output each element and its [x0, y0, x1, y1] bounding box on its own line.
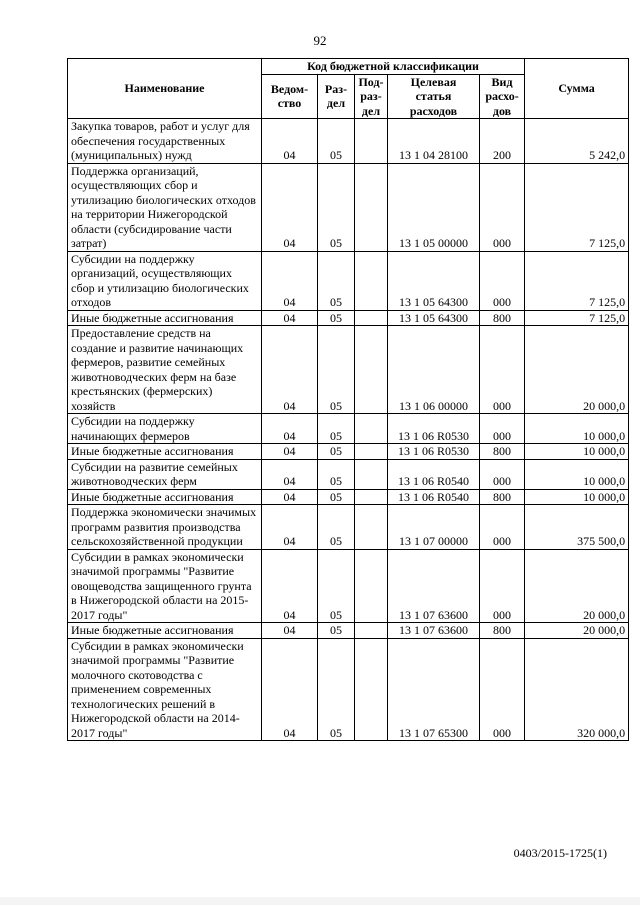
- row-razdel: 05: [318, 549, 355, 623]
- row-summa: 5 242,0: [525, 119, 629, 164]
- row-razdel: 05: [318, 163, 355, 251]
- row-vedom: 04: [262, 623, 318, 639]
- row-vid: 000: [480, 549, 525, 623]
- row-celevaya: 13 1 06 R0540: [388, 459, 480, 489]
- row-celevaya: 13 1 06 00000: [388, 326, 480, 414]
- header-name: Наименование: [68, 59, 262, 119]
- row-vedom: 04: [262, 549, 318, 623]
- header-celevaya: [388, 74, 480, 119]
- row-razdel: 05: [318, 459, 355, 489]
- row-vedom: 04: [262, 310, 318, 326]
- row-podrazdel: [355, 414, 388, 444]
- row-celevaya: 13 1 06 R0530: [388, 444, 480, 460]
- row-summa: 7 125,0: [525, 310, 629, 326]
- row-vedom: 04: [262, 163, 318, 251]
- row-name: Субсидии в рамках экономически значимой программы "Развитие овощеводства защищенного грунта в Нижегородской области на 2015-2017 годы": [68, 549, 262, 623]
- row-razdel: 05: [318, 414, 355, 444]
- row-summa: 10 000,0: [525, 489, 629, 505]
- row-celevaya: 13 1 06 R0530: [388, 414, 480, 444]
- row-summa: 20 000,0: [525, 549, 629, 623]
- row-vedom: 04: [262, 251, 318, 310]
- row-name: Закупка товаров, работ и услуг для обеспечения государственных (муниципальных) нужд: [68, 119, 262, 164]
- table-row: [68, 163, 629, 251]
- row-vid: 200: [480, 119, 525, 164]
- header-vedom-text: Ведом- ство: [270, 81, 309, 111]
- row-podrazdel: [355, 489, 388, 505]
- row-vedom: 04: [262, 414, 318, 444]
- row-vid: 000: [480, 163, 525, 251]
- row-celevaya: 13 1 07 63600: [388, 623, 480, 639]
- row-podrazdel: [355, 119, 388, 164]
- row-celevaya: 13 1 05 64300: [388, 310, 480, 326]
- table-row: [68, 326, 629, 414]
- row-celevaya: 13 1 04 28100: [388, 119, 480, 164]
- row-razdel: 05: [318, 489, 355, 505]
- row-name: Субсидии в рамках экономически значимой программы "Развитие молочного скотоводства с применением современных технологических решений в Нижегородской области на 2014-2017 годы": [68, 638, 262, 741]
- row-name: Иные бюджетные ассигнования: [68, 444, 262, 460]
- row-summa: 20 000,0: [525, 326, 629, 414]
- row-celevaya: 13 1 06 R0540: [388, 489, 480, 505]
- row-vedom: 04: [262, 489, 318, 505]
- row-name: Иные бюджетные ассигнования: [68, 310, 262, 326]
- header-vid: [480, 74, 525, 119]
- header-vedom: [262, 74, 318, 119]
- row-summa: 7 125,0: [525, 251, 629, 310]
- row-name: Иные бюджетные ассигнования: [68, 489, 262, 505]
- row-razdel: 05: [318, 119, 355, 164]
- budget-table: [67, 58, 629, 741]
- row-podrazdel: [355, 444, 388, 460]
- row-razdel: 05: [318, 444, 355, 460]
- row-razdel: 05: [318, 310, 355, 326]
- row-summa: 20 000,0: [525, 623, 629, 639]
- table-row: [68, 505, 629, 550]
- table-row: [68, 444, 629, 460]
- table-row: [68, 414, 629, 444]
- row-vid: 800: [480, 444, 525, 460]
- row-vid: 000: [480, 414, 525, 444]
- row-vid: 000: [480, 251, 525, 310]
- row-name: Субсидии на поддержку организаций, осуществляющих сбор и утилизацию биологических отходов: [68, 251, 262, 310]
- table-row: [68, 623, 629, 639]
- row-name: Субсидии на поддержку начинающих фермеров: [68, 414, 262, 444]
- row-summa: 375 500,0: [525, 505, 629, 550]
- header-razdel: [318, 74, 355, 119]
- row-podrazdel: [355, 505, 388, 550]
- header-code-group: Код бюджетной классификации: [262, 59, 525, 75]
- row-name: Поддержка экономически значимых программ развития производства сельскохозяйственной продукции: [68, 505, 262, 550]
- row-celevaya: 13 1 07 65300: [388, 638, 480, 741]
- row-razdel: 05: [318, 505, 355, 550]
- row-vedom: 04: [262, 459, 318, 489]
- header-summa: Сумма: [525, 59, 629, 119]
- row-summa: 10 000,0: [525, 444, 629, 460]
- header-podrazdel: [355, 74, 388, 119]
- row-vid: 000: [480, 638, 525, 741]
- row-podrazdel: [355, 638, 388, 741]
- row-podrazdel: [355, 251, 388, 310]
- row-podrazdel: [355, 326, 388, 414]
- row-razdel: 05: [318, 326, 355, 414]
- row-razdel: 05: [318, 623, 355, 639]
- table-row: [68, 549, 629, 623]
- row-summa: 320 000,0: [525, 638, 629, 741]
- document-code: 0403/2015-1725(1): [513, 846, 607, 860]
- row-vid: 800: [480, 623, 525, 639]
- row-name: Предоставление средств на создание и развитие начинающих фермеров, развитие семейных животноводческих ферм на базе крестьянских (фермерских) хозяйств: [68, 326, 262, 414]
- page-number: 92: [313, 33, 327, 48]
- row-vedom: 04: [262, 444, 318, 460]
- row-vedom: 04: [262, 638, 318, 741]
- page-bottom-edge: [0, 897, 640, 905]
- row-vid: 000: [480, 459, 525, 489]
- row-celevaya: 13 1 07 00000: [388, 505, 480, 550]
- row-podrazdel: [355, 623, 388, 639]
- header-celevaya-text: Целевая статья расходов: [409, 74, 458, 118]
- row-summa: 10 000,0: [525, 414, 629, 444]
- row-podrazdel: [355, 549, 388, 623]
- row-summa: 7 125,0: [525, 163, 629, 251]
- row-vid: 800: [480, 489, 525, 505]
- row-vid: 000: [480, 326, 525, 414]
- row-name: Субсидии на развитие семейных животноводческих ферм: [68, 459, 262, 489]
- row-vedom: 04: [262, 505, 318, 550]
- row-podrazdel: [355, 310, 388, 326]
- row-razdel: 05: [318, 251, 355, 310]
- table-row: [68, 119, 629, 164]
- row-vid: 800: [480, 310, 525, 326]
- row-podrazdel: [355, 163, 388, 251]
- header-vid-text: Вид расхо- дов: [485, 74, 519, 118]
- row-celevaya: 13 1 05 64300: [388, 251, 480, 310]
- row-podrazdel: [355, 459, 388, 489]
- table-row: [68, 459, 629, 489]
- row-razdel: 05: [318, 638, 355, 741]
- row-name: Поддержка организаций, осуществляющих сбор и утилизацию биологических отходов на территории Нижегородской области (субсидирование части затрат): [68, 163, 262, 251]
- table-row: [68, 489, 629, 505]
- row-vedom: 04: [262, 119, 318, 164]
- header-razdel-text: Раз- дел: [324, 81, 348, 111]
- row-celevaya: 13 1 07 63600: [388, 549, 480, 623]
- row-vedom: 04: [262, 326, 318, 414]
- row-vid: 000: [480, 505, 525, 550]
- row-summa: 10 000,0: [525, 459, 629, 489]
- row-celevaya: 13 1 05 00000: [388, 163, 480, 251]
- table-row: [68, 251, 629, 310]
- table-row: [68, 638, 629, 741]
- table-row: [68, 310, 629, 326]
- header-podrazdel-text: Под- раз- дел: [358, 74, 384, 118]
- row-name: Иные бюджетные ассигнования: [68, 623, 262, 639]
